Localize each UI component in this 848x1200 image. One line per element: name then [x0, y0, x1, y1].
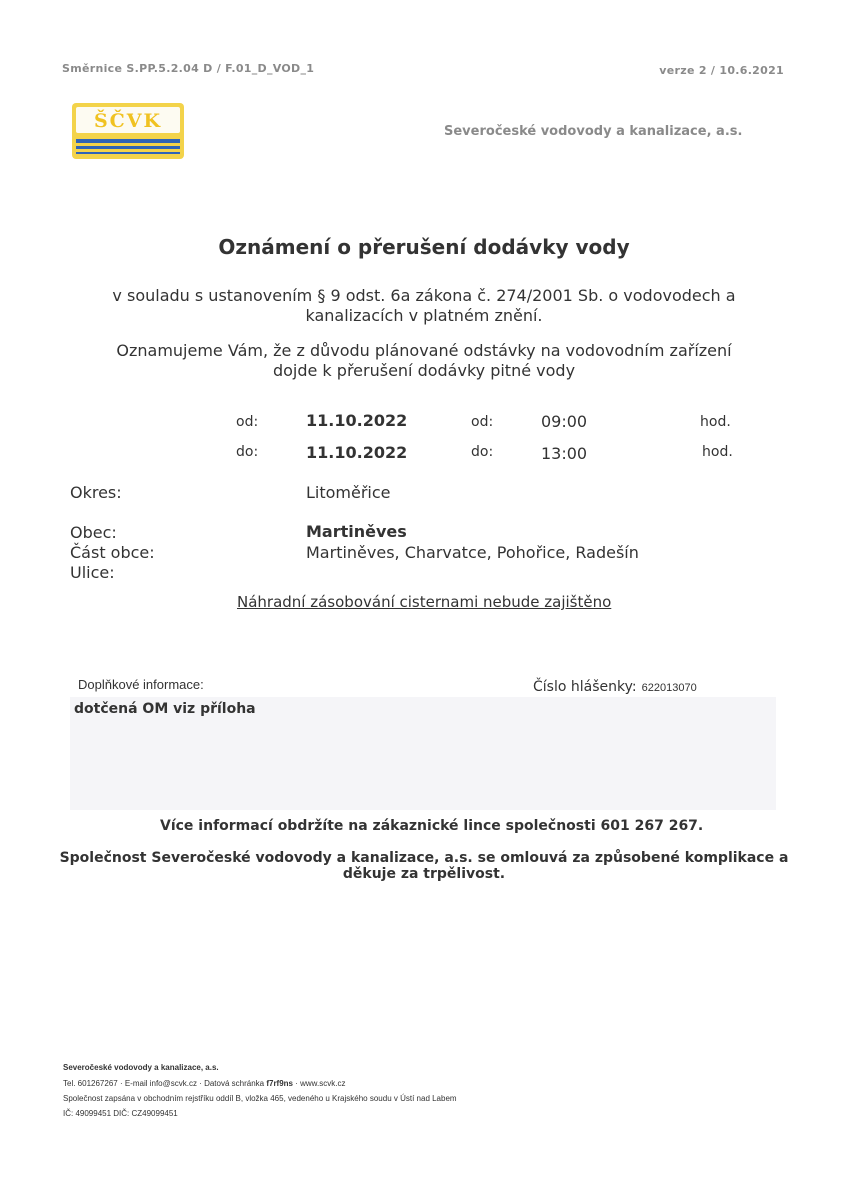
additional-info-content: dotčená OM viz příloha — [74, 701, 256, 717]
scvk-logo — [72, 103, 184, 159]
page-title: Oznámení o přerušení dodávky vody — [218, 235, 630, 259]
to-date-label: do: — [236, 444, 259, 460]
from-date: 11.10.2022 — [306, 411, 408, 430]
logo-plate — [76, 107, 180, 133]
replacement-note: Náhradní zásobování cisternami nebude zajištěno — [237, 593, 612, 611]
logo-text: ŠČVK — [93, 110, 163, 132]
logo-stripe — [76, 146, 180, 149]
district-label: Okres: — [70, 483, 122, 502]
municipality-value: Martiněves — [306, 522, 407, 541]
to-date: 11.10.2022 — [306, 443, 408, 462]
report-number-group — [533, 676, 697, 695]
to-time-label: do: — [471, 444, 494, 460]
intro-line: Oznamujeme Vám, že z důvodu plánované odstávky na vodovodním zařízení — [116, 341, 732, 360]
company-name: Severočeské vodovody a kanalizace, a.s. — [444, 124, 743, 139]
from-unit: hod. — [700, 414, 731, 430]
directive-code: Směrnice S.PP.5.2.04 D / F.01_D_VOD_1 — [62, 62, 315, 75]
apology-line: děkuje za trpělivost. — [342, 866, 506, 882]
version-label: verze 2 / 10.6.2021 — [659, 64, 784, 77]
report-number-label: Číslo hlášenky: — [533, 679, 637, 695]
from-time: 09:00 — [541, 412, 588, 431]
apology-line: Společnost Severočeské vodovody a kanalizace, a.s. se omlouvá za způsobené komplikace a — [59, 850, 789, 866]
district-value: Litoměřice — [306, 483, 391, 502]
municipality-label: Obec: — [70, 523, 117, 542]
footer-company-name: Severočeské vodovody a kanalizace, a.s. — [63, 1063, 219, 1072]
intro-line: v souladu s ustanovením § 9 odst. 6a zákona č. 274/2001 Sb. o vodovodech a — [112, 286, 736, 305]
footer-databox: f7rf9ns — [266, 1079, 294, 1088]
from-date-label: od: — [236, 414, 259, 430]
footer-ids: IČ: 49099451 DIČ: CZ49099451 — [63, 1109, 178, 1118]
footer-website: · www.scvk.cz — [293, 1079, 346, 1088]
footer-contact-prefix: Tel. 601267267 · E-mail info@scvk.cz · Datová schránka — [63, 1079, 267, 1088]
intro-line: kanalizacích v platném znění. — [305, 306, 543, 325]
to-unit: hod. — [702, 444, 733, 460]
part-value: Martiněves, Charvatce, Pohořice, Radešín — [306, 543, 639, 562]
to-time: 13:00 — [541, 444, 588, 463]
contact-line: Více informací obdržíte na zákaznické lince společnosti 601 267 267. — [160, 818, 704, 834]
footer-company — [63, 1063, 219, 1072]
logo-stripe — [76, 139, 180, 143]
part-label: Část obce: — [70, 543, 155, 562]
street-label: Ulice: — [70, 563, 115, 582]
footer-contact — [63, 1079, 345, 1088]
footer-registry: Společnost zapsána v obchodním rejstříku oddíl B, vložka 465, vedeného u Krajského soudu v Ústí nad Labem — [63, 1094, 457, 1103]
additional-info-label: Doplňkové informace: — [78, 677, 204, 692]
report-number: 622013070 — [641, 682, 697, 694]
intro-line: dojde k přerušení dodávky pitné vody — [272, 361, 576, 380]
logo-stripe — [76, 152, 180, 154]
from-time-label: od: — [471, 414, 494, 430]
